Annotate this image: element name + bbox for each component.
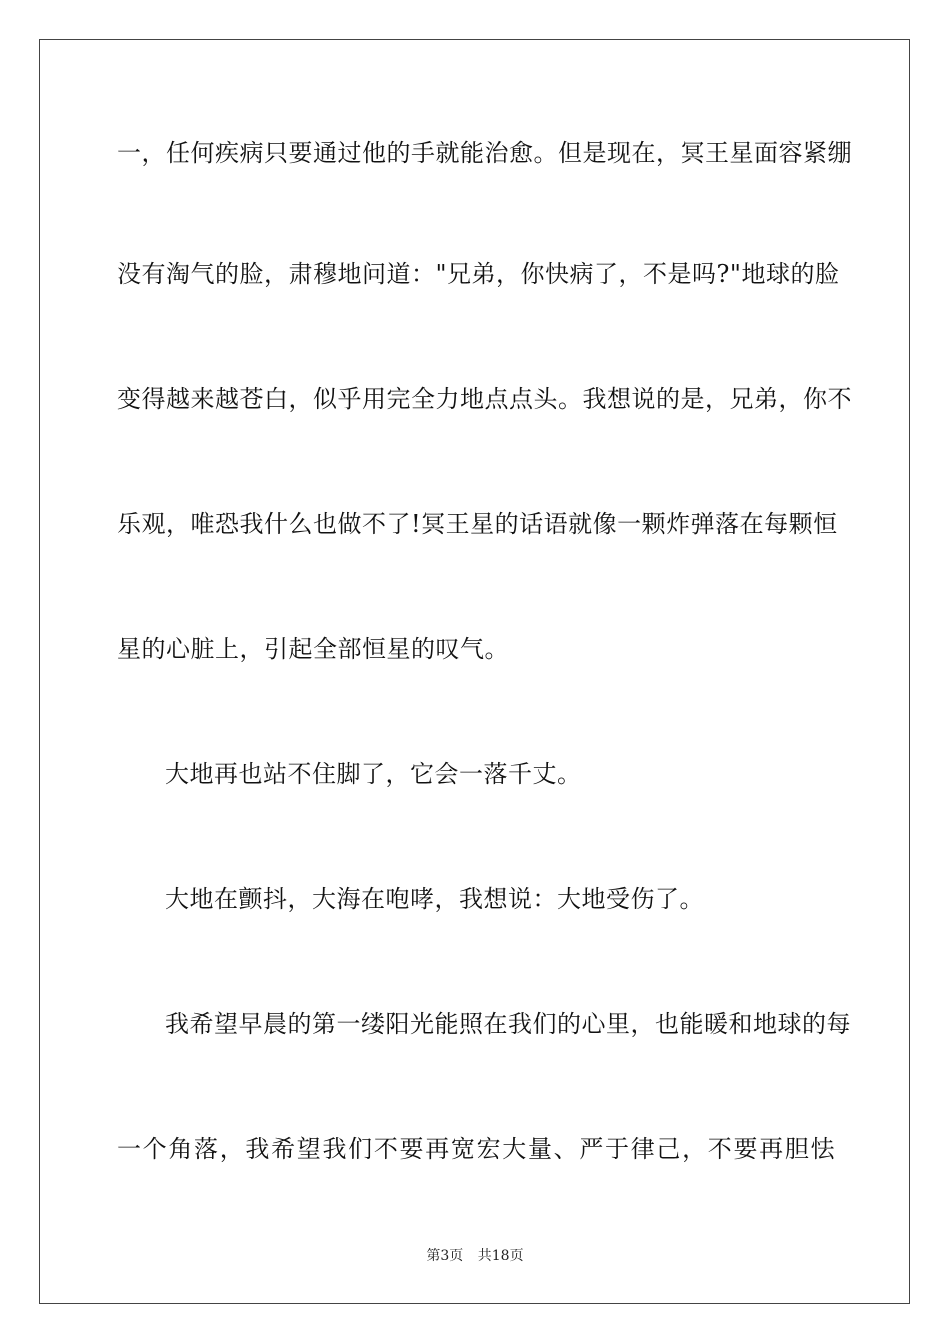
- text-line-1: 一，任何疾病只要通过他的手就能治愈。但是现在，冥王星面容紧绷: [117, 139, 852, 167]
- page-footer: [0, 1247, 950, 1265]
- paragraph-line-1: 大地再也站不住脚了，它会一落千丈。: [165, 760, 582, 788]
- text-line-2: 没有淘气的脸，肃穆地问道："兄弟，你快病了，不是吗?"地球的脸: [117, 260, 840, 288]
- text-line-5: 星的心脏上，引起全部恒星的叹气。: [117, 635, 509, 663]
- page-total: 共18页: [477, 1248, 524, 1264]
- page-number: 第3页: [426, 1248, 464, 1264]
- paragraph-line-3: 我希望早晨的第一缕阳光能照在我们的心里，也能暖和地球的每: [165, 1010, 851, 1038]
- text-line-3: 变得越来越苍白，似乎用完全力地点点头。我想说的是，兄弟，你不: [117, 385, 852, 413]
- paragraph-line-2: 大地在颤抖，大海在咆哮，我想说：大地受伤了。: [165, 885, 704, 913]
- text-line-4: 乐观，唯恐我什么也做不了!冥王星的话语就像一颗炸弹落在每颗恒: [117, 510, 838, 538]
- page-frame: [39, 39, 910, 1304]
- paragraph-line-4: 一个角落，我希望我们不要再宽宏大量、严于律己，不要再胆怯: [117, 1135, 835, 1163]
